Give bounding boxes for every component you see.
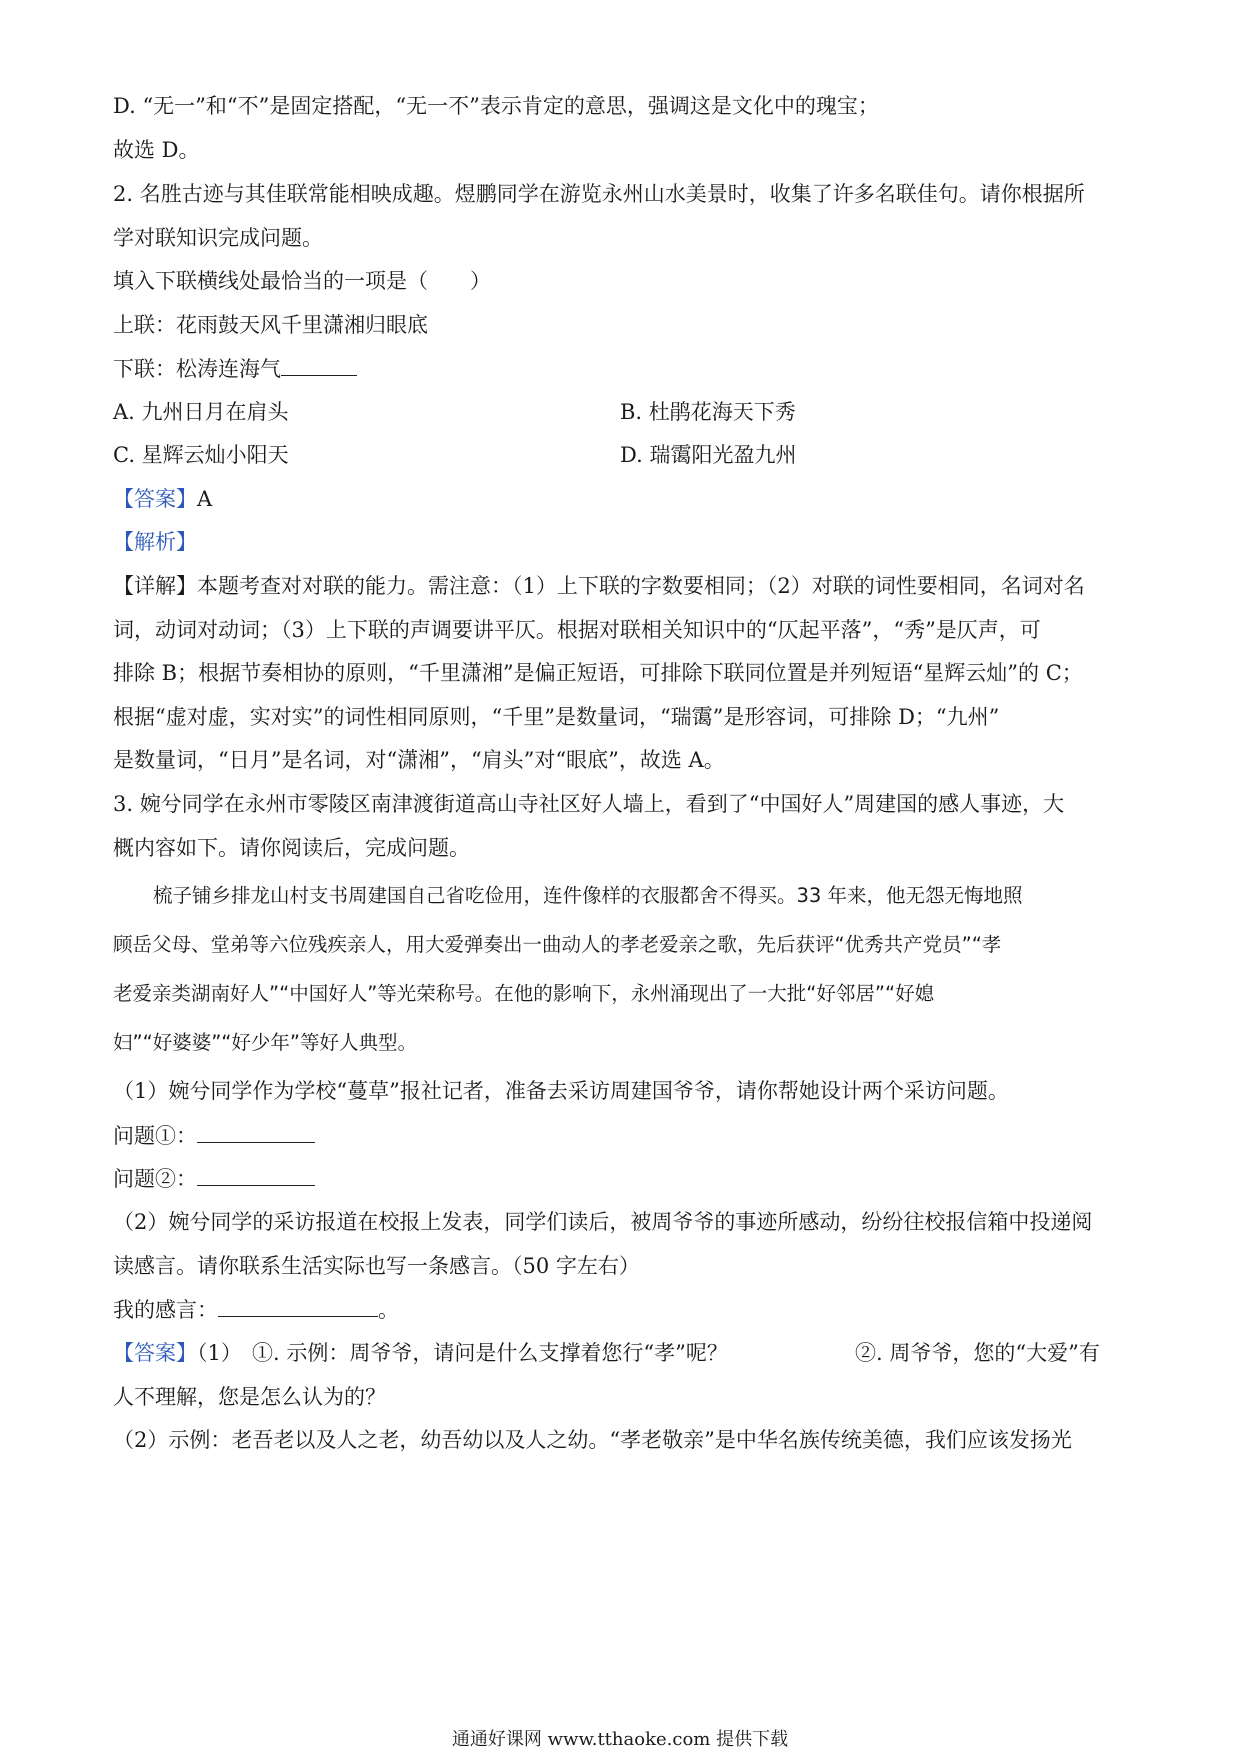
q3-answer-line-1 xyxy=(113,1338,1133,1368)
q3-my-words-label: 我的感言： xyxy=(113,1298,218,1322)
q2-lower-couplet xyxy=(113,353,357,384)
q3-answer-1-number: （1） xyxy=(197,1341,242,1365)
q2-option-d: D. 瑞霭阳光盈九州 xyxy=(620,443,797,467)
q3-passage-line-1: 梳子铺乡排龙山村支书周建国自己省吃俭用，连件像样的衣服都舍不得买。33 年来，他无怨无悔地照 xyxy=(153,884,1023,907)
q2-detail-line-4: 根据“虚对虚，实对实”的词性相同原则，“千里”是数量词，“瑞霭”是形容词，可排除 D；“九州” xyxy=(113,705,1000,729)
q3-passage-line-2: 顾岳父母、堂弟等六位残疾亲人，用大爱弹奏出一曲动人的孝老爱亲之歌，先后获评“优秀共产党员”“孝 xyxy=(113,933,1002,956)
prev-conclusion: 故选 D。 xyxy=(113,138,200,162)
q3-question-2-line xyxy=(113,1163,315,1194)
q2-option-a: A. 九州日月在肩头 xyxy=(113,400,289,424)
q3-answer-2: （2）示例：老吾老以及人之老，幼吾幼以及人之幼。“孝老敬亲”是中华名族传统美德，我们应该发扬光 xyxy=(113,1428,1072,1452)
q3-question-1-blank xyxy=(197,1120,315,1143)
q3-passage-line-4: 妇”“好婆婆”“好少年”等好人典型。 xyxy=(113,1031,418,1054)
q3-my-words-period: 。 xyxy=(378,1298,399,1322)
q3-sub-question-1: （1）婉兮同学作为学校“蔓草”报社记者，准备去采访周建国爷爷，请你帮她设计两个采访问题。 xyxy=(113,1079,1009,1103)
q3-question-1-line xyxy=(113,1120,315,1151)
q2-option-c: C. 星辉云灿小阳天 xyxy=(113,443,289,467)
q2-lower-text: 下联：松涛连海气 xyxy=(113,357,281,381)
q2-option-b: B. 杜鹃花海天下秀 xyxy=(620,400,796,424)
q3-passage-line-3: 老爱亲类湖南好人”“中国好人”等光荣称号。在他的影响下，永州涌现出了一大批“好邻居”“好媳 xyxy=(113,982,935,1005)
q2-detail-line-2: 词，动词对动词；（3）上下联的声调要讲平仄。根据对联相关知识中的“仄起平落”，“秀”是仄声，可 xyxy=(113,618,1041,642)
q2-stem-line-2: 学对联知识完成问题。 xyxy=(113,226,323,250)
q2-stem-line-1: 2. 名胜古迹与其佳联常能相映成趣。煜鹏同学在游览永州山水美景时，收集了许多名联佳句。请你根据所 xyxy=(113,182,1085,206)
q3-stem-line-1: 3. 婉兮同学在永州市零陵区南津渡街道高山寺社区好人墙上，看到了“中国好人”周建国的感人事迹，大 xyxy=(113,792,1065,816)
q3-stem-line-2: 概内容如下。请你阅读后，完成问题。 xyxy=(113,836,470,860)
q3-my-words-blank xyxy=(218,1294,378,1317)
q2-detail-text-1: 本题考查对对联的能力。需注意：（1）上下联的字数要相同；（2）对联的词性要相同，名词对名 xyxy=(197,574,1085,598)
q2-answer-blank xyxy=(281,353,357,376)
q2-answer xyxy=(113,484,212,514)
q2-answer-label: 【答案】 xyxy=(113,487,197,511)
q3-answer-1b: ②. 周爷爷，您的“大爱”有 xyxy=(855,1341,1100,1365)
q3-answer-1a: ①. 示例：周爷爷，请问是什么支撑着您行“孝”呢？ xyxy=(252,1341,728,1365)
q3-question-2-label: 问题②： xyxy=(113,1167,197,1191)
q3-answer-label: 【答案】 xyxy=(113,1341,197,1365)
q2-analysis-label: 【解析】 xyxy=(113,530,197,554)
q3-answer-line-2: 人不理解，您是怎么认为的？ xyxy=(113,1385,386,1409)
q2-options-row-1 xyxy=(113,397,1133,427)
q2-detail-line-5: 是数量词，“日月”是名词，对“潇湘”，“肩头”对“眼底”，故选 A。 xyxy=(113,748,725,772)
q3-my-words-line xyxy=(113,1294,399,1325)
q2-prompt: 填入下联横线处最恰当的一项是（ ） xyxy=(113,269,491,293)
q3-sub-question-2-line-2: 读感言。请你联系生活实际也写一条感言。（50 字左右） xyxy=(113,1254,640,1278)
q2-options-row-2 xyxy=(113,440,1133,470)
page-footer: 通通好课网 www.tthaoke.com 提供下载 xyxy=(451,1729,789,1750)
q2-detail-label: 【详解】 xyxy=(113,574,197,598)
q3-question-1-label: 问题①： xyxy=(113,1124,197,1148)
q2-answer-value: A xyxy=(197,487,213,511)
q2-detail-line-1 xyxy=(113,571,1085,601)
prev-option-d-explanation: D. “无一”和“不”是固定搭配，“无一不”表示肯定的意思，强调这是文化中的瑰宝； xyxy=(113,94,879,118)
q2-detail-line-3: 排除 B；根据节奏相协的原则，“千里潇湘”是偏正短语，可排除下联同位置是并列短语“星辉云灿”的 C； xyxy=(113,661,1083,685)
q3-question-2-blank xyxy=(197,1163,315,1186)
q2-upper-couplet: 上联：花雨鼓天风千里潇湘归眼底 xyxy=(113,313,428,337)
q3-sub-question-2-line-1: （2）婉兮同学的采访报道在校报上发表，同学们读后，被周爷爷的事迹所感动，纷纷往校报信箱中投递阅 xyxy=(113,1210,1093,1234)
